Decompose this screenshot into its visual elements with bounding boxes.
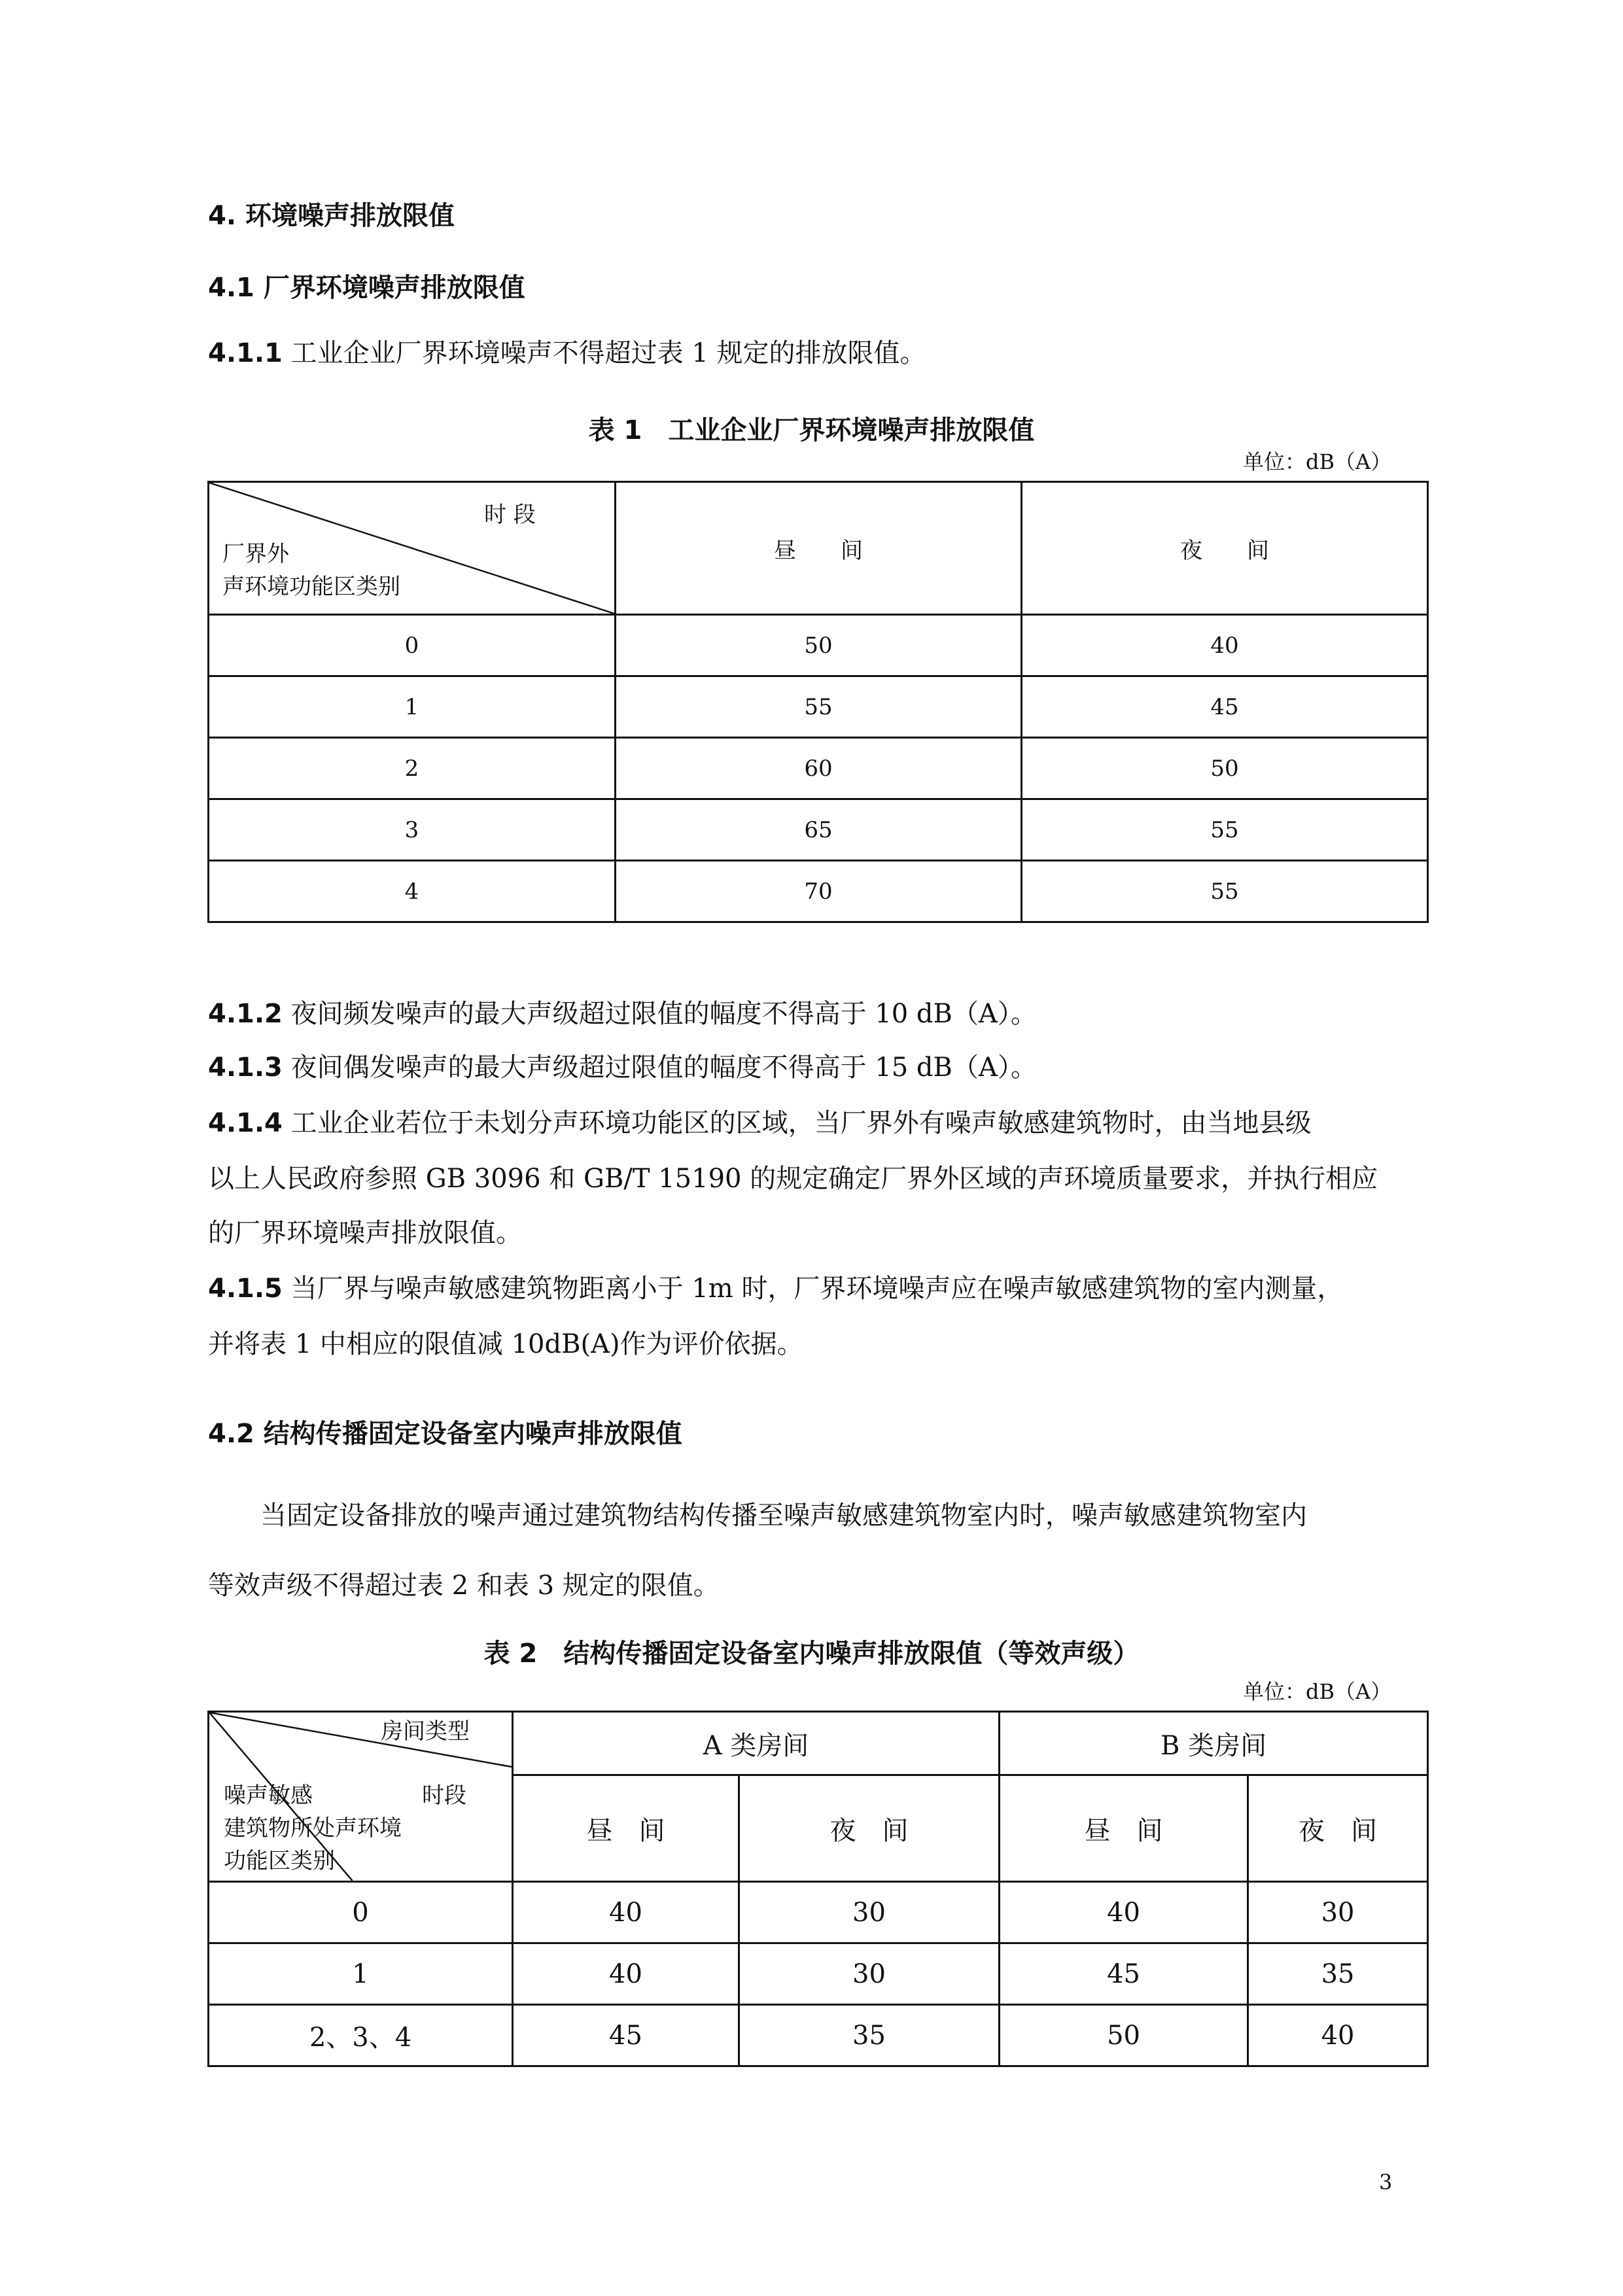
table-1 [207,481,1429,923]
table-row [209,1943,1428,2005]
b-day-value: 50 [1000,2005,1248,2066]
zone-cell: 2、3、4 [209,2005,513,2066]
day-value: 70 [616,861,1022,922]
night-value: 40 [1022,615,1428,676]
header-a-day: 昼 间 [513,1775,739,1882]
paragraph-4-1-5-line1 [208,1276,1343,1302]
header-room-type: 房间类型 [381,1718,470,1745]
clause-number: 4.1.3 [208,1052,283,1083]
day-value: 60 [616,738,1022,799]
clause-text: 夜间频发噪声的最大声级超过限值的幅度不得高于 10 dB（A）。 [290,999,1037,1029]
paragraph-4-1-1 [208,340,926,366]
header-time-period: 时段 [422,1783,466,1809]
b-day-value: 40 [1000,1882,1248,1943]
zone-cell: 4 [209,861,616,922]
zone-cell: 2 [209,738,616,799]
clause-number: 4.1.2 [208,999,283,1029]
paragraph-4-1-5-line2: 并将表 1 中相应的限值减 10dB(A)作为评价依据。 [208,1329,803,1359]
zone-cell: 1 [209,676,616,738]
zone-cell: 0 [209,1882,513,1943]
header-a-night: 夜 间 [739,1775,1000,1882]
header-zone-line1: 厂界外 [222,541,289,567]
day-value: 50 [616,615,1022,676]
header-zone-line2: 建筑物所处声环境 [224,1815,402,1841]
header-room-a: A 类房间 [513,1712,1000,1775]
table-1-unit: 单位：dB（A） [1243,449,1392,474]
table-2-diagonal-header [209,1712,513,1882]
clause-text: 夜间偶发噪声的最大声级超过限值的幅度不得高于 15 dB（A）。 [290,1052,1037,1083]
table-row [209,861,1428,922]
table-1-header-row [209,482,1428,615]
clause-number: 4.1.4 [208,1108,283,1138]
a-night-value: 35 [739,2005,1000,2066]
paragraph-4-1-2 [208,1001,1037,1027]
table-row [209,1882,1428,1943]
day-value: 55 [616,676,1022,738]
b-day-value: 45 [1000,1943,1248,2005]
section-4-title: 4. 环境噪声排放限值 [208,201,455,231]
page-number: 3 [1379,2170,1393,2195]
table-row [209,615,1428,676]
night-value: 55 [1022,861,1428,922]
a-day-value: 45 [513,2005,739,2066]
header-time-period: 时 段 [484,502,536,528]
clause-text: 工业企业若位于未划分声环境功能区的区域，当厂界外有噪声敏感建筑物时，由当地县级 [290,1108,1312,1138]
paragraph-4-2-line1: 当固定设备排放的噪声通过建筑物结构传播至噪声敏感建筑物室内时，噪声敏感建筑物室内 [260,1501,1307,1531]
clause-number: 4.1.5 [208,1274,283,1304]
paragraph-4-1-4-line3: 的厂界环境噪声排放限值。 [208,1218,522,1248]
header-day: 昼 间 [616,482,1022,615]
night-value: 55 [1022,799,1428,861]
b-night-value: 30 [1248,1882,1428,1943]
clause-number: 4.1.1 [208,338,283,368]
table-2-unit: 单位：dB（A） [1243,1679,1392,1704]
header-b-day: 昼 间 [1000,1775,1248,1882]
b-night-value: 35 [1248,1943,1428,2005]
section-4-1-title: 4.1 厂界环境噪声排放限值 [208,273,525,303]
a-night-value: 30 [739,1943,1000,2005]
paragraph-4-1-4-line1 [208,1110,1312,1136]
paragraph-4-1-4-line2: 以上人民政府参照 GB 3096 和 GB/T 15190 的规定确定厂界外区域的声环境质量要求，并执行相应 [208,1164,1378,1194]
table-2-caption: 表 2 结构传播固定设备室内噪声排放限值（等效声级） [483,1639,1140,1669]
table-2 [207,1711,1429,2067]
night-value: 50 [1022,738,1428,799]
paragraph-4-2-line2: 等效声级不得超过表 2 和表 3 规定的限值。 [208,1571,720,1601]
table-row [209,2005,1428,2066]
header-b-night: 夜 间 [1248,1775,1428,1882]
zone-cell: 0 [209,615,616,676]
table-1-diagonal-header [209,482,616,615]
table-row [209,676,1428,738]
b-night-value: 40 [1248,2005,1428,2066]
night-value: 45 [1022,676,1428,738]
clause-text: 当厂界与噪声敏感建筑物距离小于 1m 时，厂界环境噪声应在噪声敏感建筑物的室内测量， [290,1274,1344,1304]
table-row [209,799,1428,861]
table-row [209,738,1428,799]
paragraph-4-1-3 [208,1054,1037,1081]
day-value: 65 [616,799,1022,861]
a-night-value: 30 [739,1882,1000,1943]
header-room-b: B 类房间 [1000,1712,1428,1775]
a-day-value: 40 [513,1882,739,1943]
zone-cell: 1 [209,1943,513,2005]
header-night: 夜 间 [1022,482,1428,615]
clause-text: 工业企业厂界环境噪声不得超过表 1 规定的排放限值。 [290,338,926,368]
header-zone-line2: 声环境功能区类别 [222,574,400,600]
header-zone-line3: 功能区类别 [224,1848,335,1874]
section-4-2-title: 4.2 结构传播固定设备室内噪声排放限值 [208,1419,682,1449]
header-zone-line1: 噪声敏感 [224,1783,313,1809]
table-2-header-row-1 [209,1712,1428,1775]
a-day-value: 40 [513,1943,739,2005]
table-1-caption: 表 1 工业企业厂界环境噪声排放限值 [588,415,1035,445]
zone-cell: 3 [209,799,616,861]
